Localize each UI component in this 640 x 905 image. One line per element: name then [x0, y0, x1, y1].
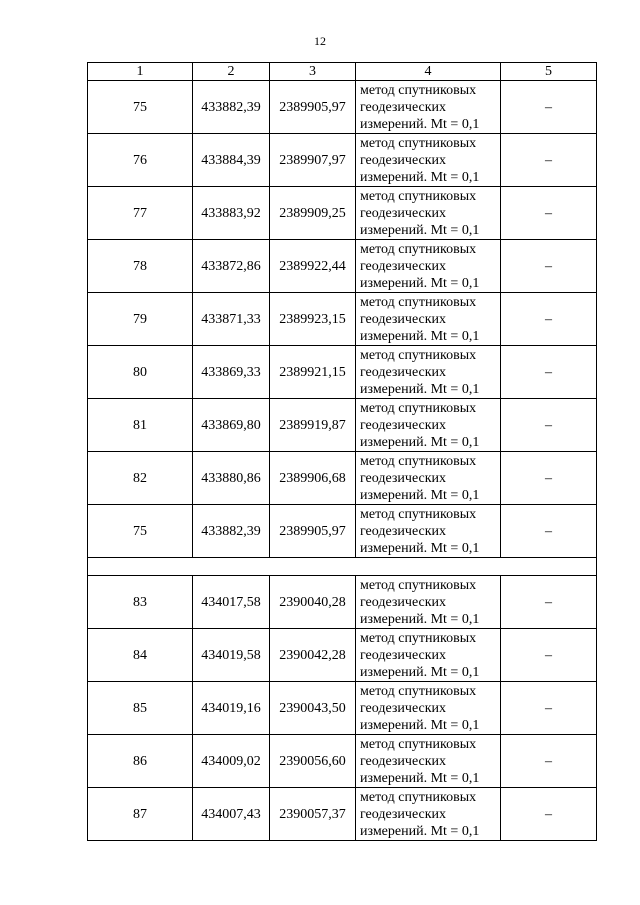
coordinate-y: 2389905,97	[270, 505, 356, 558]
coordinate-y: 2389906,68	[270, 452, 356, 505]
method-line: измерений. Mt = 0,1	[360, 169, 480, 185]
method-line: измерений. Mt = 0,1	[360, 770, 480, 786]
method-description	[356, 576, 501, 629]
method-description	[356, 346, 501, 399]
note-dash: –	[501, 81, 597, 134]
page-number: 12	[314, 34, 326, 48]
method-line: геодезических	[360, 700, 447, 716]
table-row	[88, 81, 597, 134]
method-line: метод спутниковых	[360, 135, 477, 151]
coordinate-x: 433882,39	[193, 81, 270, 134]
coordinate-x: 433880,86	[193, 452, 270, 505]
table-row	[88, 788, 597, 841]
point-number: 80	[88, 346, 193, 399]
table-row	[88, 576, 597, 629]
column-header-3: 3	[270, 63, 356, 81]
method-line: метод спутниковых	[360, 347, 477, 363]
table-row	[88, 629, 597, 682]
point-number: 82	[88, 452, 193, 505]
table-row	[88, 346, 597, 399]
coordinate-x: 433871,33	[193, 293, 270, 346]
coordinate-x: 433883,92	[193, 187, 270, 240]
note-dash: –	[501, 505, 597, 558]
note-dash: –	[501, 452, 597, 505]
coordinate-x: 433884,39	[193, 134, 270, 187]
point-number: 84	[88, 629, 193, 682]
method-line: метод спутниковых	[360, 400, 477, 416]
note-dash: –	[501, 399, 597, 452]
method-line: метод спутниковых	[360, 789, 477, 805]
table-row	[88, 682, 597, 735]
coordinate-y: 2390056,60	[270, 735, 356, 788]
note-dash: –	[501, 187, 597, 240]
method-line: метод спутниковых	[360, 453, 477, 469]
coordinate-y: 2389909,25	[270, 187, 356, 240]
coordinate-x: 434019,16	[193, 682, 270, 735]
method-line: геодезических	[360, 806, 447, 822]
coordinate-x: 434007,43	[193, 788, 270, 841]
point-number: 75	[88, 81, 193, 134]
column-header-5: 5	[501, 63, 597, 81]
section-separator-row	[88, 558, 597, 576]
point-number: 76	[88, 134, 193, 187]
method-line: геодезических	[360, 647, 447, 663]
method-description	[356, 240, 501, 293]
method-line: метод спутниковых	[360, 294, 477, 310]
method-line: измерений. Mt = 0,1	[360, 434, 480, 450]
method-description	[356, 788, 501, 841]
method-description	[356, 187, 501, 240]
method-line: метод спутниковых	[360, 241, 477, 257]
coordinate-y: 2390040,28	[270, 576, 356, 629]
table-row	[88, 399, 597, 452]
method-line: геодезических	[360, 311, 447, 327]
coordinate-x: 433869,33	[193, 346, 270, 399]
coordinate-x: 434009,02	[193, 735, 270, 788]
point-number: 86	[88, 735, 193, 788]
note-dash: –	[501, 735, 597, 788]
method-line: измерений. Mt = 0,1	[360, 823, 480, 839]
table-row	[88, 240, 597, 293]
coordinate-y: 2389922,44	[270, 240, 356, 293]
table-header-row	[88, 63, 597, 81]
coordinate-y: 2389919,87	[270, 399, 356, 452]
method-line: измерений. Mt = 0,1	[360, 664, 480, 680]
method-description	[356, 735, 501, 788]
method-line: измерений. Mt = 0,1	[360, 116, 480, 132]
method-description	[356, 505, 501, 558]
method-line: измерений. Mt = 0,1	[360, 487, 480, 503]
point-number: 78	[88, 240, 193, 293]
note-dash: –	[501, 788, 597, 841]
point-number: 79	[88, 293, 193, 346]
point-number: 83	[88, 576, 193, 629]
note-dash: –	[501, 134, 597, 187]
method-line: геодезических	[360, 753, 447, 769]
coordinate-y: 2389923,15	[270, 293, 356, 346]
method-line: геодезических	[360, 364, 447, 380]
coordinate-x: 434017,58	[193, 576, 270, 629]
method-line: геодезических	[360, 152, 447, 168]
coordinate-x: 433882,39	[193, 505, 270, 558]
method-line: измерений. Mt = 0,1	[360, 328, 480, 344]
coordinate-y: 2390042,28	[270, 629, 356, 682]
method-line: метод спутниковых	[360, 736, 477, 752]
point-number: 87	[88, 788, 193, 841]
method-line: измерений. Mt = 0,1	[360, 275, 480, 291]
note-dash: –	[501, 346, 597, 399]
column-header-4: 4	[356, 63, 501, 81]
table-row	[88, 187, 597, 240]
note-dash: –	[501, 576, 597, 629]
method-description	[356, 399, 501, 452]
point-number: 85	[88, 682, 193, 735]
method-line: метод спутниковых	[360, 506, 477, 522]
method-line: измерений. Mt = 0,1	[360, 222, 480, 238]
table-row	[88, 293, 597, 346]
coordinate-y: 2389905,97	[270, 81, 356, 134]
method-line: метод спутниковых	[360, 683, 477, 699]
coordinate-x: 434019,58	[193, 629, 270, 682]
coordinate-x: 433869,80	[193, 399, 270, 452]
method-line: геодезических	[360, 470, 447, 486]
method-line: метод спутниковых	[360, 82, 477, 98]
method-line: геодезических	[360, 258, 447, 274]
column-header-1: 1	[88, 63, 193, 81]
table-row	[88, 452, 597, 505]
method-line: геодезических	[360, 205, 447, 221]
method-line: метод спутниковых	[360, 630, 477, 646]
point-number: 81	[88, 399, 193, 452]
note-dash: –	[501, 240, 597, 293]
table-row	[88, 505, 597, 558]
coordinate-y: 2390043,50	[270, 682, 356, 735]
table-row	[88, 134, 597, 187]
point-number: 75	[88, 505, 193, 558]
method-line: измерений. Mt = 0,1	[360, 717, 480, 733]
coordinate-y: 2389907,97	[270, 134, 356, 187]
coordinate-x: 433872,86	[193, 240, 270, 293]
method-line: измерений. Mt = 0,1	[360, 540, 480, 556]
method-line: геодезических	[360, 594, 447, 610]
column-header-2: 2	[193, 63, 270, 81]
point-number: 77	[88, 187, 193, 240]
coordinate-y: 2390057,37	[270, 788, 356, 841]
coordinates-table	[87, 62, 597, 841]
method-line: геодезических	[360, 99, 447, 115]
method-description	[356, 629, 501, 682]
method-line: геодезических	[360, 417, 447, 433]
section-separator-cell	[88, 558, 597, 576]
coordinate-y: 2389921,15	[270, 346, 356, 399]
method-description	[356, 452, 501, 505]
method-description	[356, 134, 501, 187]
method-line: измерений. Mt = 0,1	[360, 611, 480, 627]
table-row	[88, 735, 597, 788]
method-description	[356, 293, 501, 346]
method-line: метод спутниковых	[360, 188, 477, 204]
note-dash: –	[501, 682, 597, 735]
method-line: геодезических	[360, 523, 447, 539]
note-dash: –	[501, 629, 597, 682]
note-dash: –	[501, 293, 597, 346]
method-line: метод спутниковых	[360, 577, 477, 593]
method-description	[356, 81, 501, 134]
method-line: измерений. Mt = 0,1	[360, 381, 480, 397]
method-description	[356, 682, 501, 735]
